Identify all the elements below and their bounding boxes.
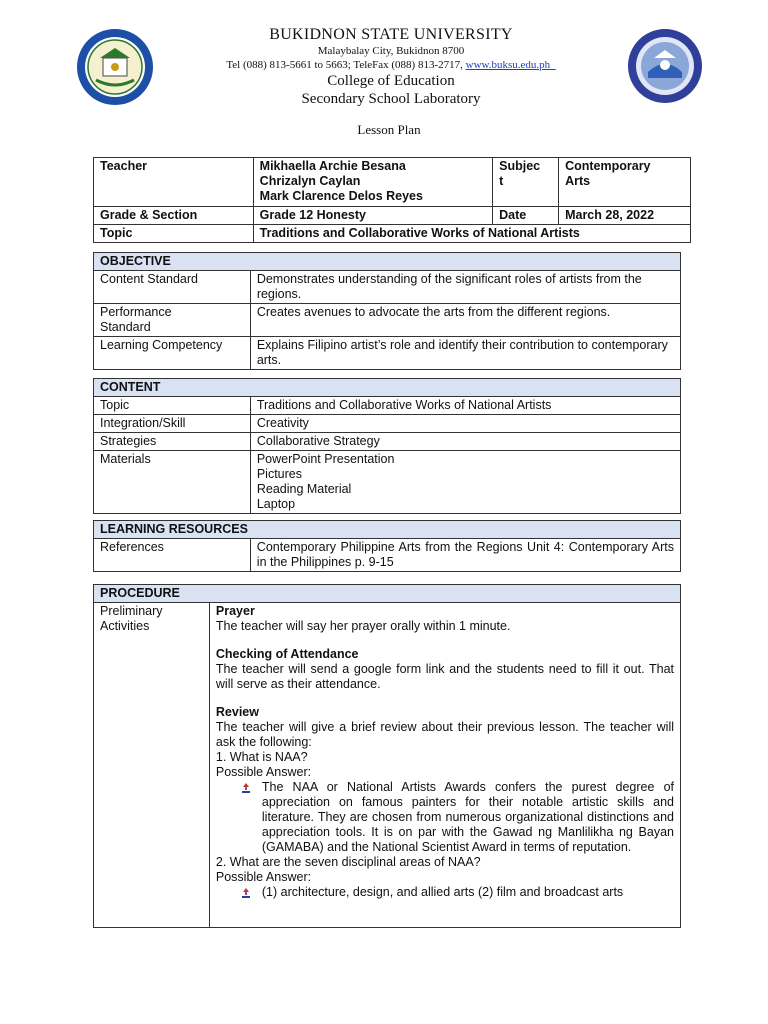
topic-label: Topic	[94, 225, 254, 243]
learning-competency-label: Learning Competency	[94, 337, 251, 370]
label-line: Standard	[100, 320, 151, 334]
material-item: PowerPoint Presentation	[256, 452, 395, 466]
learning-competency-value: Explains Filipino artist’s role and identify their contribution to contemporary arts.	[250, 337, 680, 370]
list-item	[216, 885, 674, 900]
possible-answer-label: Possible Answer:	[215, 870, 312, 884]
topic-value: Traditions and Collaborative Works of National Artists	[253, 225, 690, 243]
table-row	[94, 603, 681, 928]
strategies-value: Collaborative Strategy	[250, 433, 680, 451]
university-address: Malaybalay City, Bukidnon 8700	[317, 45, 465, 57]
references-value: Contemporary Philippine Arts from the Regions Unit 4: Contemporary Arts in the Philippines p. 9-15	[250, 539, 680, 572]
table-row	[94, 521, 681, 539]
references-label: References	[94, 539, 251, 572]
table-row	[94, 337, 681, 370]
table-row	[94, 225, 691, 243]
grade-label: Grade & Section	[94, 207, 254, 225]
contact-line	[14, 58, 768, 72]
table-row	[94, 379, 681, 397]
preliminary-activities-body	[209, 603, 680, 928]
answer-list	[216, 780, 674, 855]
grade-value: Grade 12 Honesty	[253, 207, 492, 225]
teacher-label: Teacher	[94, 158, 254, 207]
section-heading: OBJECTIVE	[94, 253, 681, 271]
table-row	[94, 539, 681, 572]
learning-resources-table	[93, 520, 681, 572]
content-topic-value: Traditions and Collaborative Works of National Artists	[250, 397, 680, 415]
content-table	[93, 378, 681, 514]
contact-numbers: Tel (088) 813-5661 to 5663; TeleFax (088) 813-2717,	[226, 59, 466, 71]
info-table	[93, 157, 691, 243]
question-2: 2. What are the seven disciplinal areas of NAA?	[215, 855, 481, 869]
review-text: The teacher will give a brief review about their previous lesson. The teacher will ask the following:	[215, 720, 674, 749]
table-row	[94, 271, 681, 304]
prayer-title: Prayer	[215, 604, 255, 618]
answer-list	[216, 885, 674, 900]
date-value: March 28, 2022	[559, 207, 691, 225]
table-row	[94, 207, 691, 225]
question-1: 1. What is NAA?	[215, 750, 308, 764]
integration-label: Integration/Skill	[94, 415, 251, 433]
arrow-bullet-icon	[240, 887, 252, 899]
website-link[interactable]: www.buksu.edu.ph	[465, 59, 551, 71]
table-row	[94, 304, 681, 337]
preliminary-activities-label	[94, 603, 210, 928]
table-row	[94, 253, 681, 271]
subject-value-line: Arts	[565, 174, 591, 188]
subject-value-line: Contemporary	[565, 159, 651, 173]
materials-value	[250, 451, 680, 514]
arrow-bullet-icon	[240, 782, 252, 794]
answer-text: The NAA or National Artists Awards confers the purest degree of appreciation on famous painters for their notable artistic skills and literature. They are chosen from numerous organizational distinctions and appreciation tools. It is on par with the Gawad ng Manlilikha ng Bayan (GAMABA) and the National Scientist Award in terms of reputation.	[261, 780, 674, 854]
possible-answer-label: Possible Answer:	[215, 765, 312, 779]
subject-label-line: Subjec	[499, 159, 541, 173]
teacher-name: Mikhaella Archie Besana	[259, 159, 406, 173]
material-item: Laptop	[256, 497, 296, 511]
document-title: Lesson Plan	[357, 122, 421, 137]
teacher-name: Chrizalyn Caylan	[259, 174, 361, 188]
answer-text: (1) architecture, design, and allied arts (2) film and broadcast arts	[261, 885, 624, 899]
content-standard-label: Content Standard	[94, 271, 251, 304]
section-heading: PROCEDURE	[94, 585, 681, 603]
laboratory-name: Secondary School Laboratory	[301, 91, 481, 107]
table-row	[94, 433, 681, 451]
table-row	[94, 158, 691, 207]
integration-value: Creativity	[250, 415, 680, 433]
content-standard-value: Demonstrates understanding of the significant roles of artists from the regions.	[250, 271, 680, 304]
teacher-name: Mark Clarence Delos Reyes	[259, 189, 423, 203]
strategies-label: Strategies	[94, 433, 251, 451]
label-line: Preliminary	[100, 604, 163, 618]
letterhead	[0, 26, 768, 108]
date-label: Date	[493, 207, 559, 225]
university-name: BUKIDNON STATE UNIVERSITY	[269, 26, 513, 43]
prayer-text: The teacher will say her prayer orally within 1 minute.	[215, 619, 511, 633]
performance-standard-label	[94, 304, 251, 337]
table-row	[94, 415, 681, 433]
table-row	[94, 585, 681, 603]
label-line: Activities	[100, 619, 150, 633]
label-line: Performance	[100, 305, 172, 319]
performance-standard-value: Creates avenues to advocate the arts from the different regions.	[250, 304, 680, 337]
teacher-value	[253, 158, 492, 207]
subject-label-line: t	[499, 174, 504, 188]
material-item: Pictures	[256, 467, 302, 481]
objective-table	[93, 252, 681, 370]
table-row	[94, 397, 681, 415]
materials-label: Materials	[94, 451, 251, 514]
material-item: Reading Material	[256, 482, 352, 496]
college-name: College of Education	[327, 73, 455, 89]
attendance-text: The teacher will send a google form link and the students need to fill it out. That will serve as their attendance.	[215, 662, 674, 691]
subject-label	[493, 158, 559, 207]
list-item	[216, 780, 674, 855]
section-heading: CONTENT	[94, 379, 681, 397]
table-row	[94, 451, 681, 514]
review-title: Review	[215, 705, 259, 719]
subject-value	[559, 158, 691, 207]
procedure-table	[93, 584, 681, 928]
section-heading: LEARNING RESOURCES	[94, 521, 681, 539]
content-topic-label: Topic	[94, 397, 251, 415]
attendance-title: Checking of Attendance	[215, 647, 359, 661]
